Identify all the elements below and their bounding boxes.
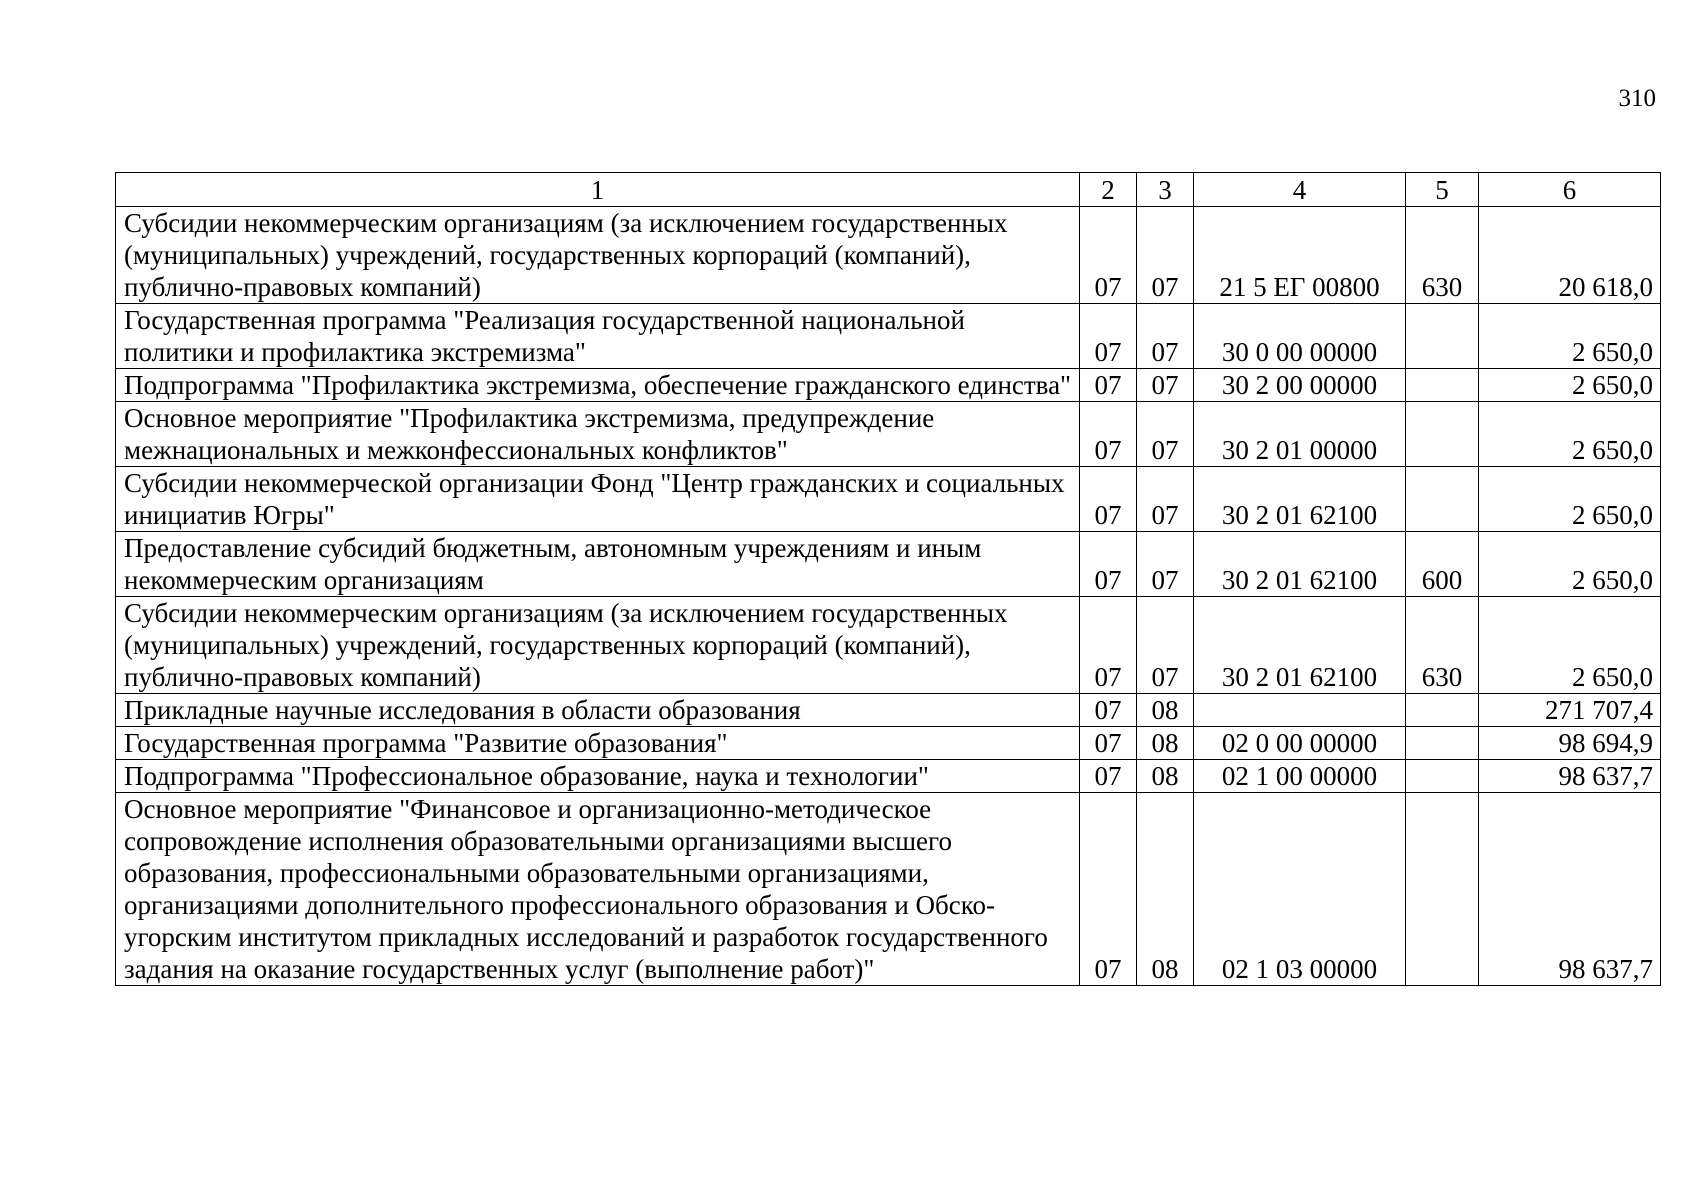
table-row [116,402,1661,467]
row-target-code: 30 2 01 00000 [1194,402,1406,467]
row-name: Субсидии некоммерческим организациям (за исключением государственных (муниципальных) учреждений, государственных корпораций (компаний), публично-правовых компаний) [116,597,1080,694]
row-subsection: 07 [1137,304,1194,369]
row-name: Субсидии некоммерческой организации Фонд "Центр гражданских и социальных инициатив Югры" [116,467,1080,532]
row-expense-type [1406,727,1479,760]
row-section: 07 [1080,727,1137,760]
row-name: Основное мероприятие "Профилактика экстремизма, предупреждение межнациональных и межконфессиональных конфликтов" [116,402,1080,467]
row-name: Подпрограмма "Профилактика экстремизма, обеспечение гражданского единства" [116,369,1080,402]
budget-table [115,172,1661,986]
row-section: 07 [1080,597,1137,694]
row-section: 07 [1080,207,1137,304]
table-row [116,694,1661,727]
table-row [116,727,1661,760]
row-expense-type [1406,467,1479,532]
row-sum: 2 650,0 [1479,532,1661,597]
table-row [116,532,1661,597]
row-expense-type [1406,304,1479,369]
row-subsection: 07 [1137,532,1194,597]
row-expense-type: 630 [1406,597,1479,694]
row-expense-type [1406,793,1479,986]
row-section: 07 [1080,467,1137,532]
row-expense-type [1406,760,1479,793]
row-section: 07 [1080,369,1137,402]
row-sum: 2 650,0 [1479,304,1661,369]
row-subsection: 08 [1137,793,1194,986]
column-header: 3 [1137,173,1194,207]
row-section: 07 [1080,760,1137,793]
row-sum: 20 618,0 [1479,207,1661,304]
row-expense-type: 600 [1406,532,1479,597]
row-subsection: 08 [1137,694,1194,727]
row-name: Прикладные научные исследования в области образования [116,694,1080,727]
row-target-code: 30 0 00 00000 [1194,304,1406,369]
table-row [116,597,1661,694]
row-target-code [1194,694,1406,727]
row-target-code: 30 2 01 62100 [1194,467,1406,532]
row-sum: 2 650,0 [1479,597,1661,694]
table-row [116,207,1661,304]
row-sum: 98 637,7 [1479,760,1661,793]
row-section: 07 [1080,402,1137,467]
table-row [116,467,1661,532]
row-target-code: 21 5 ЕГ 00800 [1194,207,1406,304]
row-expense-type [1406,694,1479,727]
row-name: Основное мероприятие "Финансовое и организационно-методическое сопровождение исполнения образовательными организациями высшего образования, профессиональными образовательными организациями, организациями дополнительного профессионального образования и Обско-угорским институтом прикладных исследований и разработок государственного задания на оказание государственных услуг (выполнение работ)" [116,793,1080,986]
row-sum: 2 650,0 [1479,467,1661,532]
row-name: Подпрограмма "Профессиональное образование, наука и технологии" [116,760,1080,793]
header-row [116,173,1661,207]
row-subsection: 08 [1137,727,1194,760]
row-section: 07 [1080,532,1137,597]
row-section: 07 [1080,304,1137,369]
row-section: 07 [1080,793,1137,986]
row-section: 07 [1080,694,1137,727]
row-target-code: 30 2 01 62100 [1194,597,1406,694]
row-subsection: 07 [1137,402,1194,467]
table-row [116,793,1661,986]
row-sum: 98 637,7 [1479,793,1661,986]
row-subsection: 07 [1137,597,1194,694]
row-expense-type [1406,402,1479,467]
column-header: 6 [1479,173,1661,207]
row-name: Государственная программа "Реализация государственной национальной политики и профилактика экстремизма" [116,304,1080,369]
page-number: 310 [1618,85,1656,112]
row-name: Субсидии некоммерческим организациям (за исключением государственных (муниципальных) учреждений, государственных корпораций (компаний), публично-правовых компаний) [116,207,1080,304]
row-target-code: 02 1 00 00000 [1194,760,1406,793]
column-header: 2 [1080,173,1137,207]
row-target-code: 30 2 00 00000 [1194,369,1406,402]
table-row [116,304,1661,369]
row-subsection: 08 [1137,760,1194,793]
row-target-code: 02 1 03 00000 [1194,793,1406,986]
row-subsection: 07 [1137,207,1194,304]
table-row [116,760,1661,793]
row-expense-type: 630 [1406,207,1479,304]
row-target-code: 30 2 01 62100 [1194,532,1406,597]
column-header: 5 [1406,173,1479,207]
row-name: Государственная программа "Развитие образования" [116,727,1080,760]
column-header: 4 [1194,173,1406,207]
row-sum: 271 707,4 [1479,694,1661,727]
row-sum: 98 694,9 [1479,727,1661,760]
row-expense-type [1406,369,1479,402]
table-row [116,369,1661,402]
row-name: Предоставление субсидий бюджетным, автономным учреждениям и иным некоммерческим организациям [116,532,1080,597]
row-subsection: 07 [1137,369,1194,402]
row-sum: 2 650,0 [1479,402,1661,467]
row-subsection: 07 [1137,467,1194,532]
row-target-code: 02 0 00 00000 [1194,727,1406,760]
column-header: 1 [116,173,1080,207]
row-sum: 2 650,0 [1479,369,1661,402]
